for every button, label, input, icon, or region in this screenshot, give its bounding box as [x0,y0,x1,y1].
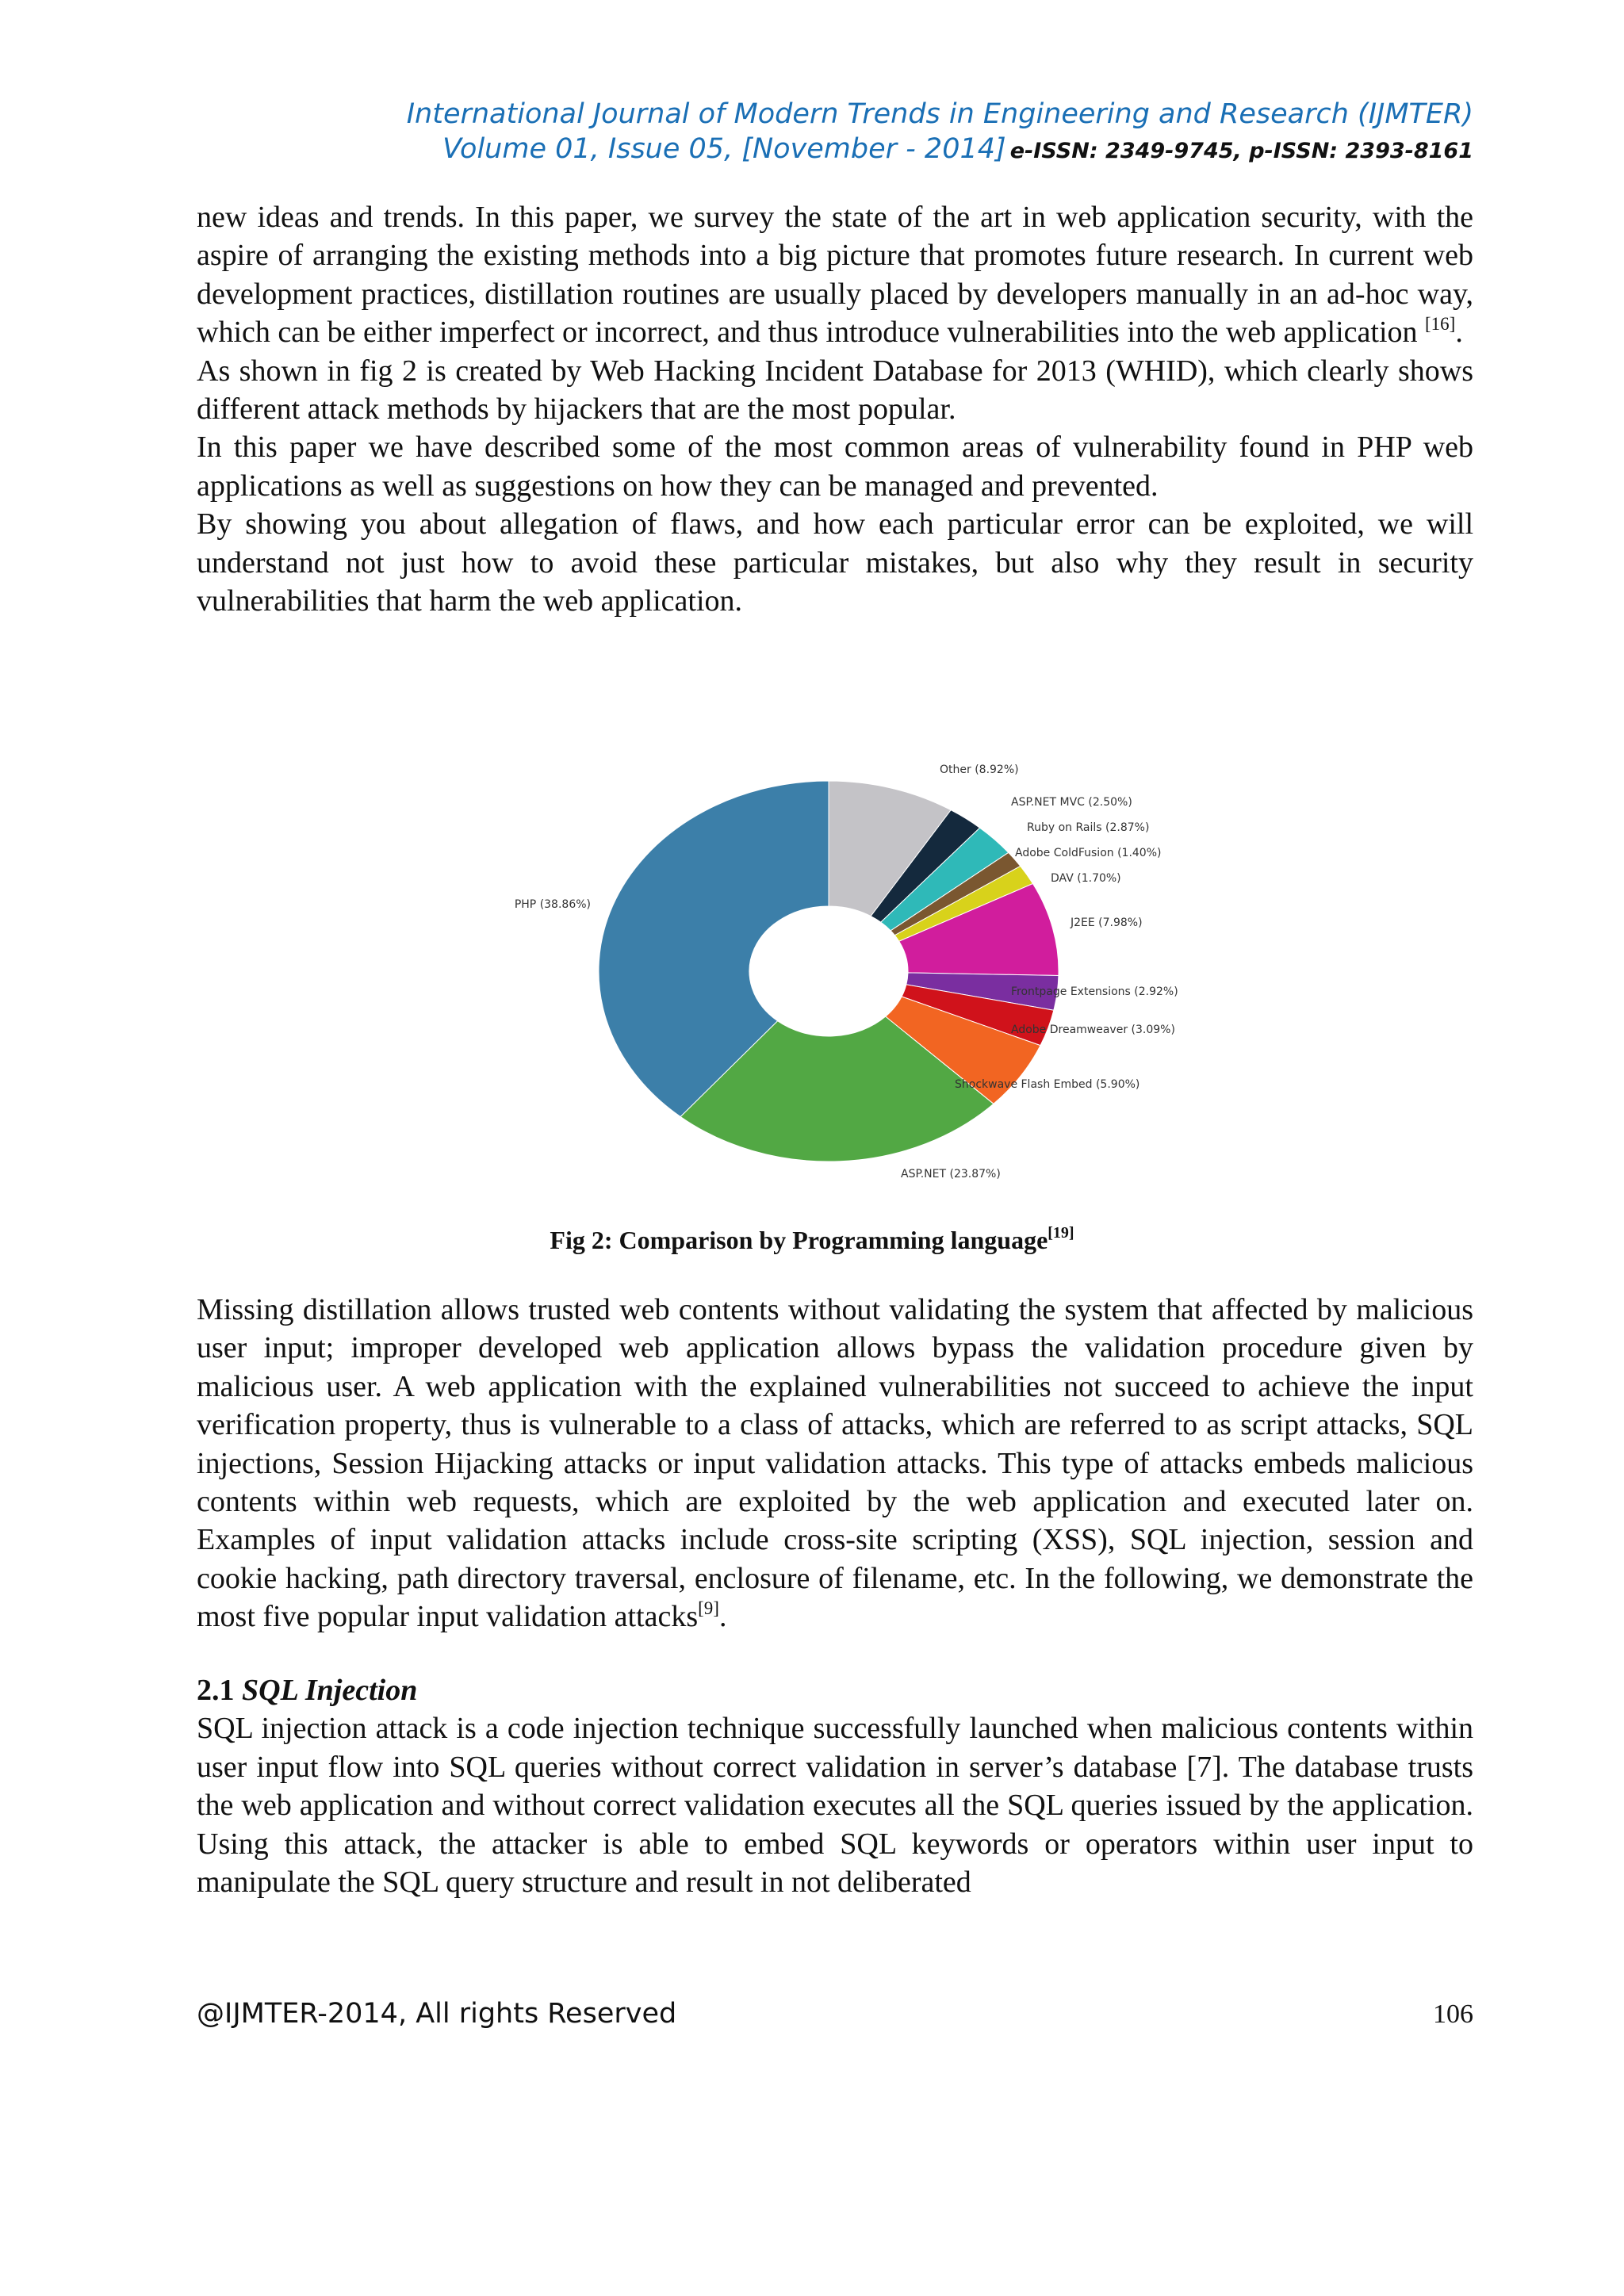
journal-issn: e-ISSN: 2349-9745, p-ISSN: 2393-8161 [1009,139,1473,163]
section-sql-injection [197,1671,1473,1901]
journal-volume: Volume 01, Issue 05, [November - 2014] [442,133,1006,165]
intro-paragraph-2: As shown in fig 2 is created by Web Hacking Incident Database for 2013 (WHID), which clearly shows different attack methods by hijackers that are the most popular. [197,354,1473,427]
citation-9: [9] [698,1598,719,1619]
section-heading: 2.1 SQL Injection [197,1674,418,1707]
figure-caption: Fig 2: Comparison by Programming language[19] [550,1224,1074,1254]
pie-slice-label: Frontpage Extensions (2.92%) [1011,985,1178,998]
journal-header [407,97,1473,171]
pie-slice-label: Adobe Dreamweaver (3.09%) [1011,1024,1175,1036]
body-paragraph: Missing distillation allows trusted web contents without validating the system that affected by malicious user input; improper developed web application allows bypass the validation procedure given by malicious user. A web application with the explained vulnerabilities not succeed to achieve the input verification property, thus is vulnerable to a class of attacks, which are referred to as script attacks, SQL injections, Session Hijacking attacks or input validation attacks. This type of attacks embeds malicious contents within web requests, which are exploited by the web application and executed later on. Examples of input validation attacks include cross-site scripting (XSS), SQL injection, session and cookie hacking, path directory traversal, enclosure of filename, etc. In the following, we demonstrate the most five popular input validation attacks[9]. [197,1293,1473,1634]
body-text [197,1291,1473,1636]
section-paragraph: SQL injection attack is a code injection technique successfully launched when malicious contents within user input flow into SQL queries without correct validation in server’s database [7]. The database trusts the web application and without correct validation executes all the SQL queries issued by the application. Using this attack, the attacker is able to embed SQL keywords or operators within user input to manipulate the SQL query structure and result in not deliberated [197,1712,1473,1900]
pie-slice-label: ASP.NET (23.87%) [901,1168,1001,1181]
pie-slice-label: DAV (1.70%) [1051,872,1121,885]
pie-slice-label: Shockwave Flash Embed (5.90%) [955,1078,1140,1091]
journal-title: International Journal of Modern Trends in Engineering and Research (IJMTER) [406,98,1473,130]
pie-slice-label: ASP.NET MVC (2.50%) [1011,796,1132,809]
pie-slice-label: PHP (38.86%) [514,898,591,911]
citation-16: [16] [1425,314,1456,335]
pie-slice-label: Adobe ColdFusion (1.40%) [1015,847,1162,859]
page-number: 106 [1433,1999,1473,2029]
intro-paragraph-3: In this paper we have described some of the most common areas of vulnerability found in PHP web applications as well as suggestions on how they can be managed and prevented. [197,430,1473,503]
programming-language-donut-chart [492,753,1182,1197]
citation-19: [19] [1048,1224,1074,1242]
intro-paragraph-4: By showing you about allegation of flaws, and how each particular error can be exploited, we will understand not just how to avoid these particular mistakes, but also why they result in security vulnerabilities that harm the web application. [197,507,1473,618]
pie-slice-label: J2EE (7.98%) [1071,916,1143,929]
intro-paragraph-1: new ideas and trends. In this paper, we survey the state of the art in web application security, with the aspire of arranging the existing methods into a big picture that promotes future research. In current web development practices, distillation routines are usually placed by developers manually in an ad-hoc way, which can be either imperfect or incorrect, and thus introduce vulnerabilities into the web application [16]. [197,201,1473,350]
pie-slice-label: Other (8.92%) [940,763,1019,776]
intro-text [197,198,1473,620]
pie-slice-label: Ruby on Rails (2.87%) [1027,821,1150,834]
footer-copyright: @IJMTER-2014, All rights Reserved [197,1998,677,2030]
